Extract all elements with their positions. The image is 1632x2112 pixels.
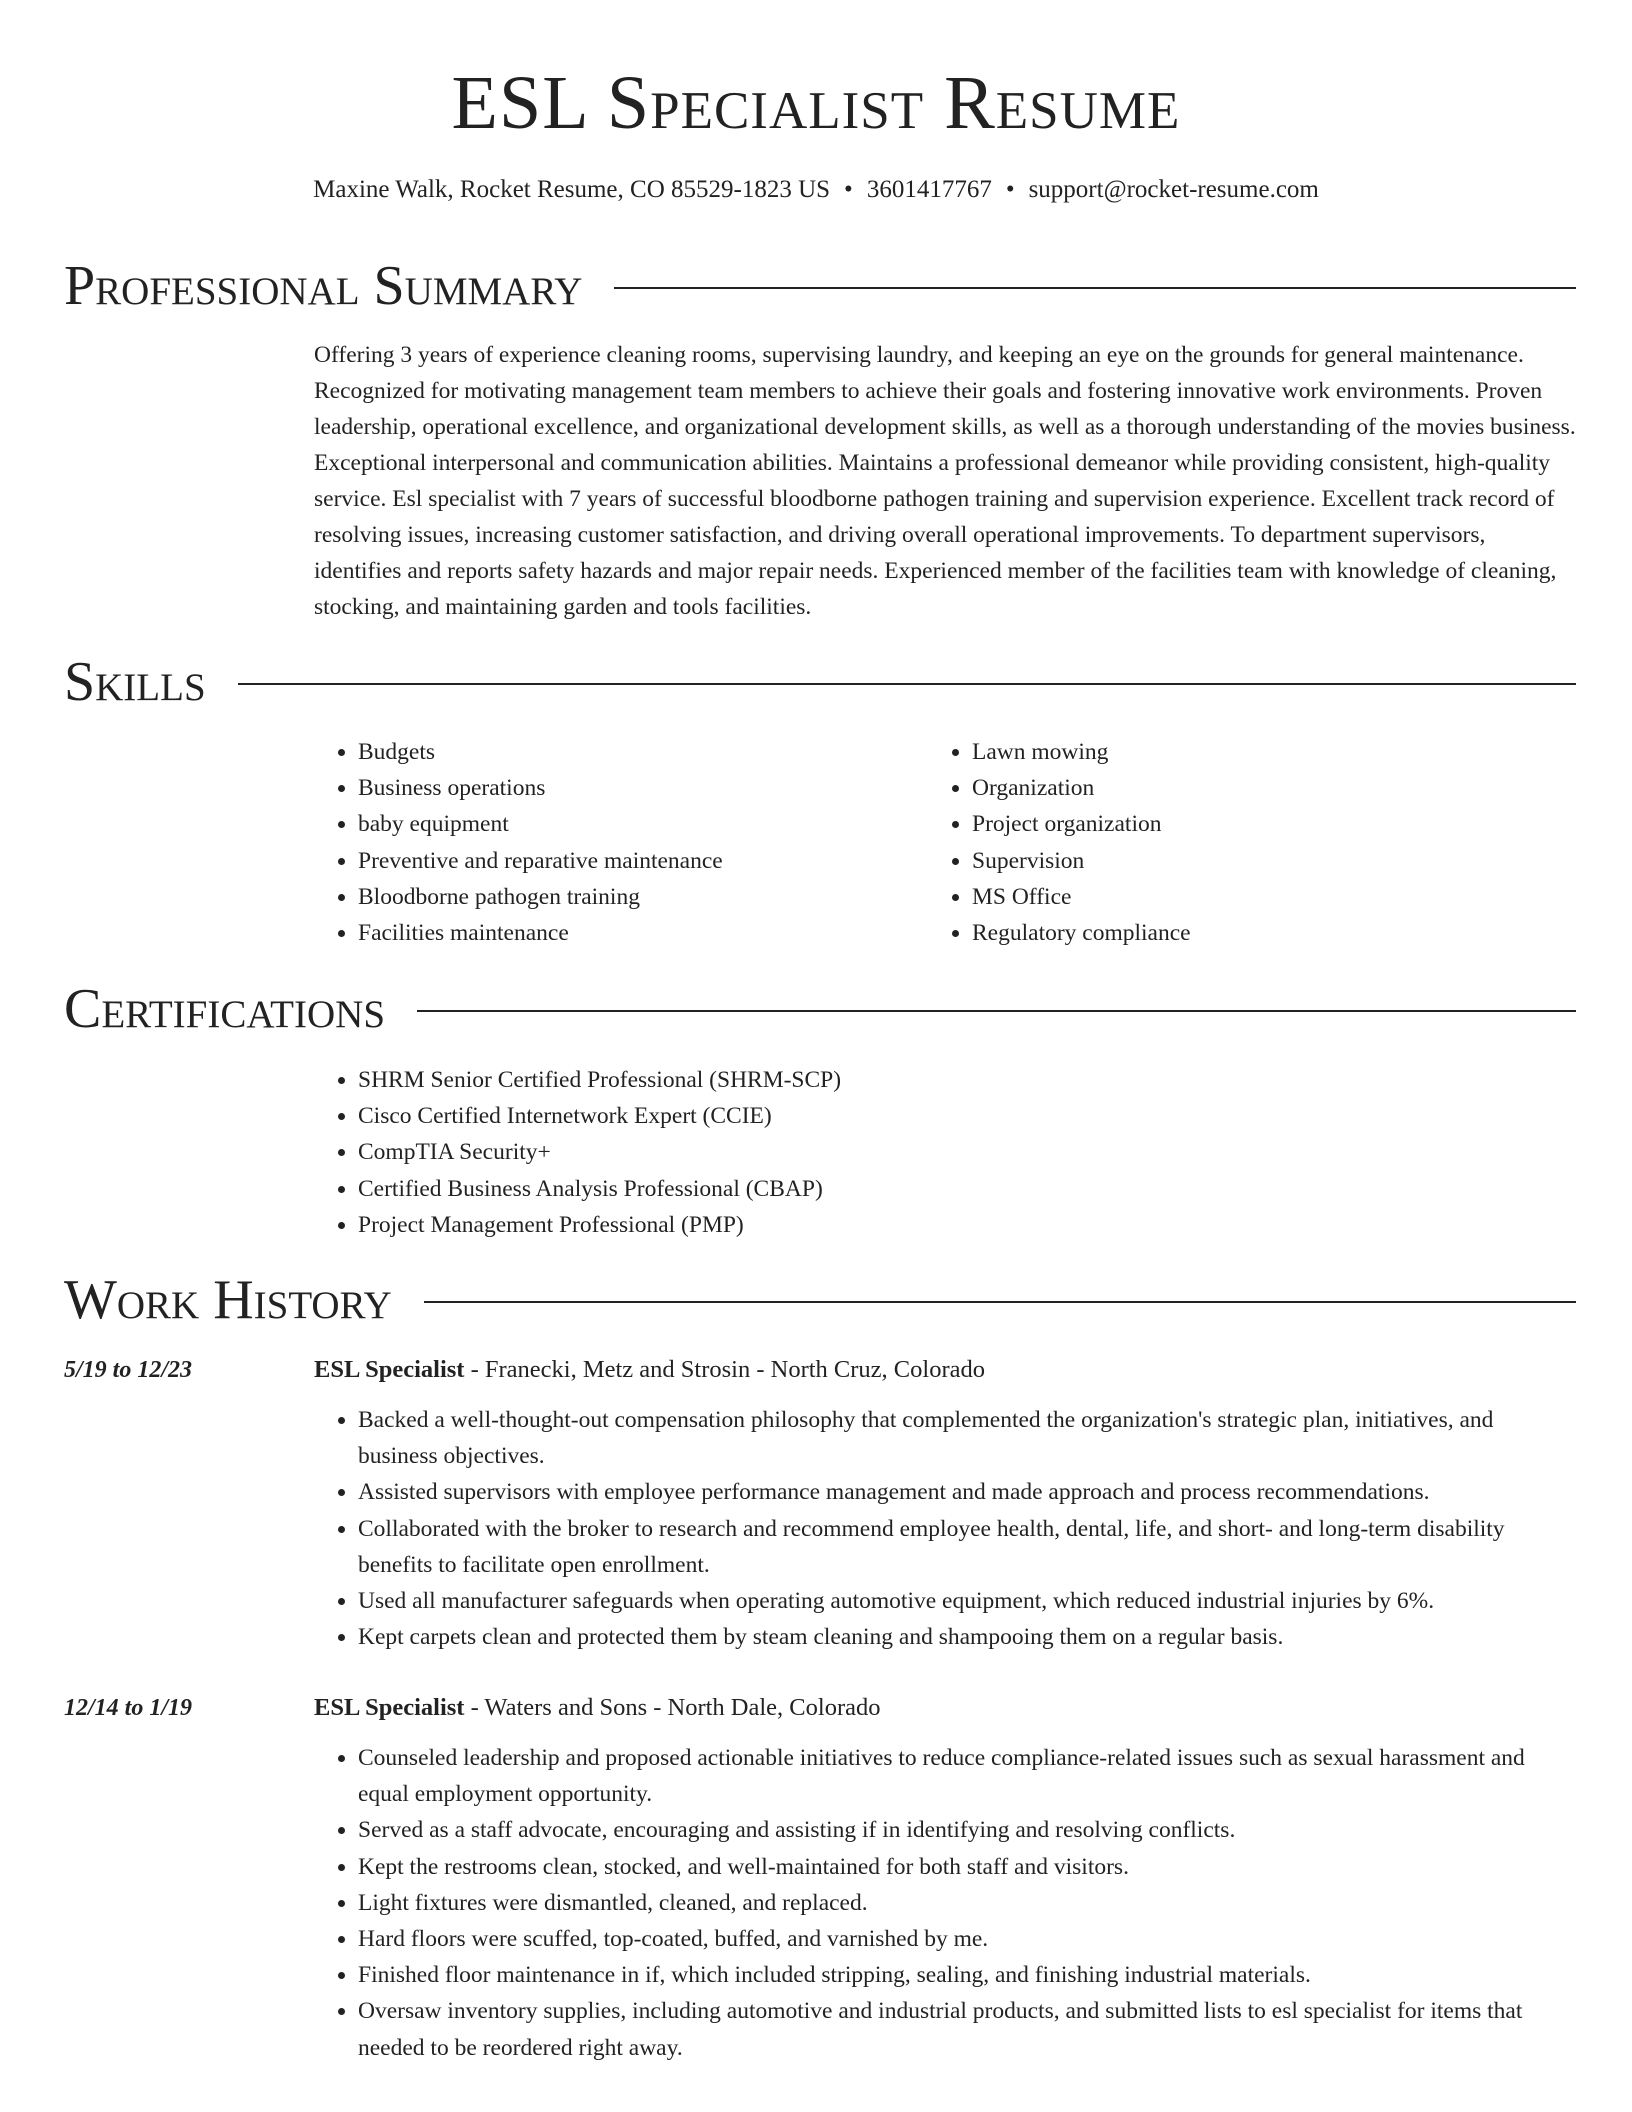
- skill-item: • Facilities maintenance: [358, 915, 914, 951]
- job-bullet: • Counseled leadership and proposed actionable initiatives to reduce compliance-related issues such as sexual harassment and equal employment opportunity.: [358, 1740, 1578, 1812]
- job-dates: 5/19 to 12/23: [64, 1357, 193, 1383]
- contact-phone: 3601417767: [866, 176, 992, 203]
- certifications-heading: Certifications: [64, 978, 386, 1040]
- skill-item: • Budgets: [358, 734, 914, 770]
- job-employer-location: - Franecki, Metz and Strosin - North Cruz, Colorado: [464, 1356, 985, 1383]
- skills-list-left: [314, 734, 914, 951]
- contact-email: support@rocket-resume.com: [1028, 176, 1319, 203]
- certifications-list: [314, 1062, 1514, 1243]
- section-divider: [424, 1301, 1576, 1303]
- job-bullet: • Hard floors were scuffed, top-coated, buffed, and varnished by me.: [358, 1921, 1578, 1957]
- job-title: ESL Specialist: [314, 1356, 465, 1383]
- certification-item: • SHRM Senior Certified Professional (SHRM-SCP): [358, 1062, 1514, 1098]
- job-title: ESL Specialist: [314, 1694, 465, 1721]
- job-bullets-wrap: [314, 1740, 1578, 2066]
- job-bullets-wrap: [314, 1402, 1578, 1655]
- job-dates: 12/14 to 1/19: [64, 1695, 193, 1721]
- job-bullet: • Kept carpets clean and protected them by steam cleaning and shampooing them on a regular basis.: [358, 1619, 1578, 1655]
- job-employer-location: - Waters and Sons - North Dale, Colorado: [464, 1694, 881, 1721]
- skill-item: • MS Office: [972, 879, 1528, 915]
- section-divider: [417, 1010, 1576, 1012]
- job-heading: [314, 1352, 985, 1388]
- skill-item: • Lawn mowing: [972, 734, 1528, 770]
- section-divider: [238, 683, 1576, 685]
- job-bullet: • Oversaw inventory supplies, including automotive and industrial products, and submitted lists to esl specialist for items that needed to be reordered right away.: [358, 1993, 1578, 2065]
- skill-item: • baby equipment: [358, 806, 914, 842]
- certification-item: • CompTIA Security+: [358, 1134, 1514, 1170]
- contact-line: [0, 174, 1632, 206]
- skills-column-left: [314, 734, 914, 951]
- job-bullet: • Light fixtures were dismantled, cleaned, and replaced.: [358, 1885, 1578, 1921]
- job-bullet: • Backed a well-thought-out compensation philosophy that complemented the organization's strategic plan, initiatives, and business objectives.: [358, 1402, 1578, 1474]
- skill-item: • Organization: [972, 770, 1528, 806]
- work-history-heading: Work History: [64, 1269, 392, 1331]
- skills-heading: Skills: [64, 651, 206, 713]
- job-bullet: • Assisted supervisors with employee performance management and made approach and process recommendations.: [358, 1474, 1578, 1510]
- contact-separator: •: [1005, 176, 1015, 203]
- job-heading: [314, 1690, 881, 1726]
- summary-section-header: [64, 254, 1576, 318]
- job-bullets: [314, 1402, 1578, 1655]
- skill-item: • Business operations: [358, 770, 914, 806]
- job-bullet: • Kept the restrooms clean, stocked, and well-maintained for both staff and visitors.: [358, 1849, 1578, 1885]
- certifications-list-wrap: [314, 1062, 1514, 1243]
- summary-heading: Professional Summary: [64, 255, 583, 317]
- contact-separator: •: [844, 176, 853, 203]
- skills-column-right: [928, 734, 1528, 951]
- resume-title: ESL Specialist Resume: [451, 61, 1181, 145]
- job-bullet: • Used all manufacturer safeguards when operating automotive equipment, which reduced industrial injuries by 6%.: [358, 1583, 1578, 1619]
- skills-list-right: [928, 734, 1528, 951]
- skills-section-header: [64, 650, 1576, 714]
- work-history-section-header: [64, 1268, 1576, 1332]
- job-bullet: • Collaborated with the broker to research and recommend employee health, dental, life, and short- and long-term disability benefits to facilitate open enrollment.: [358, 1511, 1578, 1583]
- summary-text: Offering 3 years of experience cleaning rooms, supervising laundry, and keeping an eye on the grounds for general maintenance. Recognized for motivating management team members to achieve their goals and fostering innovative work environments. Proven leadership, operational excellence, and organizational development skills, as well as a thorough understanding of the movies business. Exceptional interpersonal and communication abilities. Maintains a professional demeanor while providing consistent, high-quality service. Esl specialist with 7 years of successful bloodborne pathogen training and supervision experience. Excellent track record of resolving issues, increasing customer satisfaction, and driving overall operational improvements. To department supervisors, identifies and reports safety hazards and major repair needs. Experienced member of the facilities team with knowledge of cleaning, stocking, and maintaining garden and tools facilities.: [314, 342, 1576, 620]
- certification-item: • Cisco Certified Internetwork Expert (CCIE): [358, 1098, 1514, 1134]
- skill-item: • Preventive and reparative maintenance: [358, 843, 914, 879]
- job-bullets: [314, 1740, 1578, 2066]
- section-divider: [614, 287, 1576, 289]
- skill-item: • Regulatory compliance: [972, 915, 1528, 951]
- job-bullet: • Served as a staff advocate, encouraging and assisting if in identifying and resolving conflicts.: [358, 1812, 1578, 1848]
- skill-item: • Supervision: [972, 843, 1528, 879]
- contact-address: Maxine Walk, Rocket Resume, CO 85529-1823 US: [313, 176, 831, 203]
- certification-item: • Certified Business Analysis Professional (CBAP): [358, 1171, 1514, 1207]
- certification-item: • Project Management Professional (PMP): [358, 1207, 1514, 1243]
- certifications-section-header: [64, 977, 1576, 1041]
- job-bullet: • Finished floor maintenance in if, which included stripping, sealing, and finishing industrial materials.: [358, 1957, 1578, 1993]
- skill-item: • Bloodborne pathogen training: [358, 879, 914, 915]
- skill-item: • Project organization: [972, 806, 1528, 842]
